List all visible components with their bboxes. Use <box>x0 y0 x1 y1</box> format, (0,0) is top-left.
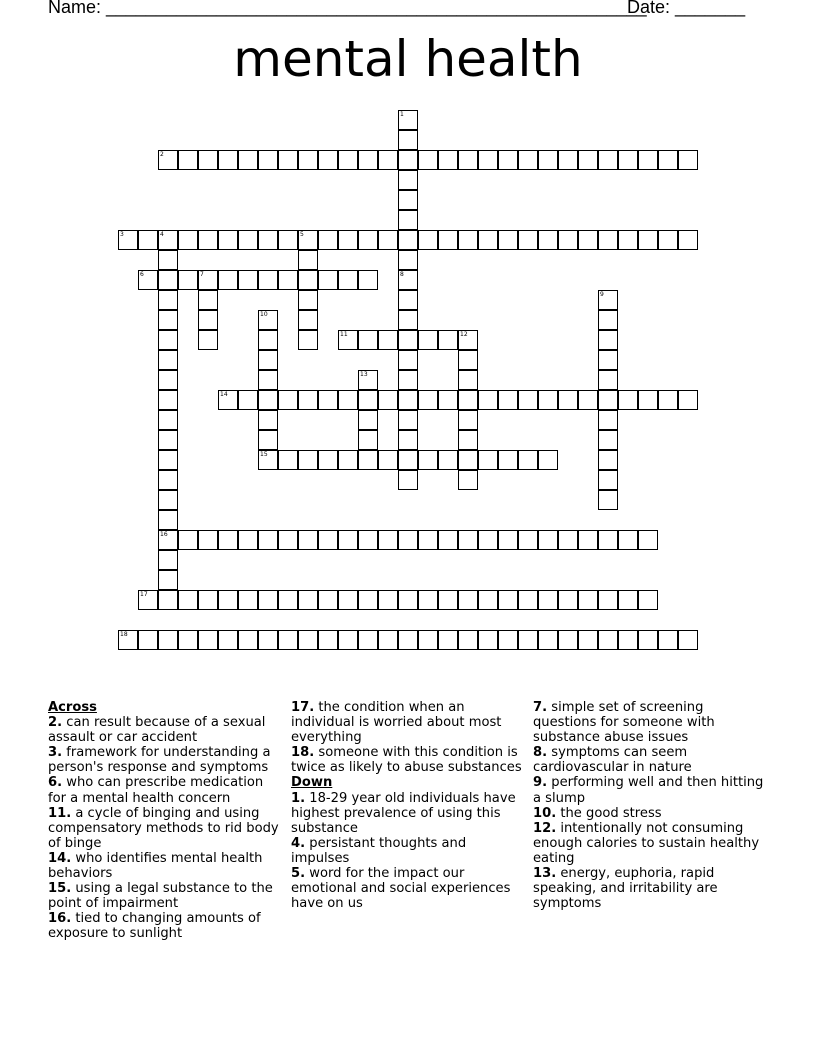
grid-cell[interactable] <box>638 150 658 170</box>
grid-cell[interactable] <box>158 630 178 650</box>
clue-down-12: 12. intentionally not consuming enough calories to sustain healthy eating <box>533 820 760 866</box>
grid-cell[interactable] <box>258 270 278 290</box>
grid-cell[interactable] <box>518 590 538 610</box>
grid-cell[interactable] <box>158 430 178 450</box>
grid-cell[interactable] <box>158 470 178 490</box>
grid-cell[interactable] <box>358 450 378 470</box>
grid-cell[interactable] <box>498 450 518 470</box>
grid-cell[interactable] <box>358 630 378 650</box>
grid-cell[interactable] <box>478 450 498 470</box>
grid-cell[interactable] <box>458 590 478 610</box>
grid-cell[interactable] <box>258 450 278 470</box>
grid-cell[interactable] <box>398 530 418 550</box>
grid-cell[interactable] <box>358 390 378 410</box>
grid-cell[interactable] <box>458 410 478 430</box>
grid-cell[interactable] <box>238 530 258 550</box>
grid-cell[interactable] <box>558 390 578 410</box>
grid-cell[interactable] <box>398 290 418 310</box>
grid-cell[interactable] <box>178 590 198 610</box>
grid-cell[interactable] <box>258 330 278 350</box>
grid-cell[interactable] <box>678 630 698 650</box>
grid-cell[interactable] <box>298 150 318 170</box>
grid-cell[interactable] <box>158 390 178 410</box>
grid-cell[interactable] <box>158 570 178 590</box>
grid-cell[interactable] <box>258 370 278 390</box>
grid-cell[interactable] <box>238 390 258 410</box>
grid-cell[interactable] <box>438 150 458 170</box>
grid-cell[interactable] <box>638 590 658 610</box>
grid-cell[interactable] <box>638 230 658 250</box>
grid-cell[interactable] <box>478 390 498 410</box>
grid-cell[interactable] <box>158 490 178 510</box>
grid-cell[interactable] <box>458 370 478 390</box>
grid-cell[interactable] <box>158 250 178 270</box>
grid-cell[interactable] <box>458 430 478 450</box>
grid-cell[interactable] <box>538 630 558 650</box>
grid-cell[interactable] <box>398 370 418 390</box>
grid-cell[interactable] <box>658 150 678 170</box>
clue-down-8: 8. symptoms can seem cardiovascular in nature <box>533 745 692 776</box>
grid-cell[interactable] <box>118 230 138 250</box>
grid-cell[interactable] <box>338 230 358 250</box>
grid-cell[interactable] <box>338 390 358 410</box>
grid-cell[interactable] <box>158 370 178 390</box>
grid-cell[interactable] <box>278 630 298 650</box>
grid-cell[interactable] <box>458 350 478 370</box>
clue-down-7: 7. simple set of screening questions for someone with substance abuse issues <box>533 700 715 746</box>
grid-cell[interactable] <box>458 530 478 550</box>
grid-cell[interactable] <box>598 330 618 350</box>
grid-cell[interactable] <box>378 330 398 350</box>
grid-cell[interactable] <box>298 590 318 610</box>
clue-down-13: 13. energy, euphoria, rapid speaking, and irritability are symptoms <box>533 866 718 912</box>
grid-cell[interactable] <box>458 150 478 170</box>
clue-down-4: 4. persistant thoughts and impulses <box>291 835 467 866</box>
clue-down-9: 9. performing well and then hitting a slump <box>533 775 764 806</box>
grid-cell[interactable] <box>358 330 378 350</box>
grid-cell[interactable] <box>278 230 298 250</box>
clue-number: 18 <box>120 631 128 638</box>
grid-cell[interactable] <box>398 450 418 470</box>
grid-cell[interactable] <box>458 330 478 350</box>
grid-cell[interactable] <box>218 630 238 650</box>
grid-cell[interactable] <box>618 590 638 610</box>
grid-cell[interactable] <box>418 530 438 550</box>
clue-number: 11 <box>340 331 348 338</box>
grid-cell[interactable] <box>258 530 278 550</box>
clue-number: 2 <box>160 151 164 158</box>
grid-cell[interactable] <box>178 150 198 170</box>
grid-cell[interactable] <box>198 290 218 310</box>
grid-cell[interactable] <box>598 590 618 610</box>
grid-cell[interactable] <box>338 450 358 470</box>
grid-cell[interactable] <box>358 230 378 250</box>
grid-cell[interactable] <box>458 390 478 410</box>
grid-cell[interactable] <box>278 390 298 410</box>
grid-cell[interactable] <box>398 250 418 270</box>
grid-cell[interactable] <box>338 150 358 170</box>
clue-number: 15 <box>260 451 268 458</box>
grid-cell[interactable] <box>598 530 618 550</box>
grid-cell[interactable] <box>558 630 578 650</box>
grid-cell[interactable] <box>238 150 258 170</box>
grid-cell[interactable] <box>578 530 598 550</box>
grid-cell[interactable] <box>158 350 178 370</box>
grid-cell[interactable] <box>598 370 618 390</box>
clue-across-18: 18. someone with this condition is twice as likely to abuse substances <box>291 745 522 776</box>
grid-cell[interactable] <box>398 150 418 170</box>
grid-cell[interactable] <box>438 330 458 350</box>
grid-cell[interactable] <box>518 230 538 250</box>
grid-cell[interactable] <box>398 430 418 450</box>
grid-cell[interactable] <box>618 630 638 650</box>
grid-cell[interactable] <box>378 530 398 550</box>
grid-cell[interactable] <box>298 310 318 330</box>
grid-cell[interactable] <box>138 230 158 250</box>
grid-cell[interactable] <box>118 630 138 650</box>
grid-cell[interactable] <box>398 590 418 610</box>
grid-cell[interactable] <box>458 230 478 250</box>
grid-cell[interactable] <box>598 630 618 650</box>
clue-across-14: 14. who identifies mental health behaviors <box>48 850 263 882</box>
clue-number: 12 <box>460 331 468 338</box>
grid-cell[interactable] <box>158 310 178 330</box>
clue-across-6: 6. who can prescribe medication for a mental health concern <box>48 775 264 806</box>
grid-cell[interactable] <box>218 390 238 410</box>
grid-cell[interactable] <box>398 130 418 150</box>
grid-cell[interactable] <box>198 590 218 610</box>
clue-down-10: 10. the good stress <box>533 805 662 821</box>
grid-cell[interactable] <box>258 390 278 410</box>
grid-cell[interactable] <box>298 250 318 270</box>
grid-cell[interactable] <box>258 350 278 370</box>
grid-cell[interactable] <box>418 330 438 350</box>
grid-cell[interactable] <box>258 230 278 250</box>
grid-cell[interactable] <box>298 530 318 550</box>
grid-cell[interactable] <box>538 590 558 610</box>
grid-cell[interactable] <box>498 630 518 650</box>
clue-number: 14 <box>220 391 228 398</box>
grid-cell[interactable] <box>598 450 618 470</box>
grid-cell[interactable] <box>658 630 678 650</box>
grid-cell[interactable] <box>358 590 378 610</box>
grid-cell[interactable] <box>418 450 438 470</box>
grid-cell[interactable] <box>178 230 198 250</box>
down-heading: Down <box>291 775 333 791</box>
grid-cell[interactable] <box>158 530 178 550</box>
grid-cell[interactable] <box>318 590 338 610</box>
grid-cell[interactable] <box>278 450 298 470</box>
clue-across-17: 17. the condition when an individual is worried about most everything <box>291 700 502 746</box>
clues-column-2 <box>291 700 527 911</box>
clue-number: 13 <box>360 371 368 378</box>
grid-cell[interactable] <box>578 630 598 650</box>
grid-cell[interactable] <box>618 150 638 170</box>
grid-cell[interactable] <box>618 530 638 550</box>
grid-cell[interactable] <box>318 150 338 170</box>
grid-cell[interactable] <box>198 230 218 250</box>
grid-cell[interactable] <box>538 390 558 410</box>
clues-column-1 <box>48 700 284 942</box>
grid-cell[interactable] <box>538 530 558 550</box>
grid-cell[interactable] <box>138 270 158 290</box>
clue-down-1: 1. 18-29 year old individuals have highest prevalence of using this substance <box>291 790 516 836</box>
clue-number: 17 <box>140 591 148 598</box>
grid-cell[interactable] <box>198 270 218 290</box>
grid-cell[interactable] <box>298 450 318 470</box>
clue-across-3: 3. framework for understanding a person's response and symptoms <box>48 745 271 776</box>
grid-cell[interactable] <box>258 630 278 650</box>
grid-cell[interactable] <box>258 410 278 430</box>
grid-cell[interactable] <box>378 390 398 410</box>
grid-cell[interactable] <box>318 390 338 410</box>
grid-cell[interactable] <box>478 630 498 650</box>
grid-cell[interactable] <box>158 230 178 250</box>
grid-cell[interactable] <box>258 430 278 450</box>
clue-number: 3 <box>120 231 124 238</box>
grid-cell[interactable] <box>398 310 418 330</box>
grid-cell[interactable] <box>398 270 418 290</box>
grid-cell[interactable] <box>198 530 218 550</box>
clue-number: 16 <box>160 531 168 538</box>
grid-cell[interactable] <box>618 390 638 410</box>
grid-cell[interactable] <box>638 390 658 410</box>
name-field-label: Name: ______________________________________________________ <box>48 0 647 17</box>
grid-cell[interactable] <box>298 630 318 650</box>
grid-cell[interactable] <box>558 150 578 170</box>
grid-cell[interactable] <box>378 450 398 470</box>
grid-cell[interactable] <box>258 150 278 170</box>
grid-cell[interactable] <box>538 230 558 250</box>
grid-cell[interactable] <box>558 530 578 550</box>
grid-cell[interactable] <box>218 150 238 170</box>
grid-cell[interactable] <box>458 450 478 470</box>
grid-cell[interactable] <box>558 590 578 610</box>
grid-cell[interactable] <box>218 590 238 610</box>
grid-cell[interactable] <box>318 230 338 250</box>
grid-cell[interactable] <box>578 150 598 170</box>
grid-cell[interactable] <box>258 310 278 330</box>
grid-cell[interactable] <box>278 590 298 610</box>
grid-cell[interactable] <box>598 310 618 330</box>
grid-cell[interactable] <box>158 450 178 470</box>
grid-cell[interactable] <box>398 470 418 490</box>
grid-cell[interactable] <box>398 350 418 370</box>
grid-cell[interactable] <box>158 590 178 610</box>
clue-number: 1 <box>400 111 404 118</box>
grid-cell[interactable] <box>338 330 358 350</box>
grid-cell[interactable] <box>398 230 418 250</box>
clue-across-16: 16. tied to changing amounts of exposure to sunlight <box>48 911 261 942</box>
date-field-label: Date: _______ <box>627 0 746 17</box>
grid-cell[interactable] <box>478 230 498 250</box>
grid-cell[interactable] <box>158 150 178 170</box>
grid-cell[interactable] <box>398 170 418 190</box>
grid-cell[interactable] <box>678 150 698 170</box>
grid-cell[interactable] <box>498 230 518 250</box>
grid-cell[interactable] <box>498 590 518 610</box>
grid-cell[interactable] <box>138 630 158 650</box>
grid-cell[interactable] <box>598 490 618 510</box>
grid-cell[interactable] <box>458 470 478 490</box>
grid-cell[interactable] <box>658 230 678 250</box>
grid-cell[interactable] <box>338 270 358 290</box>
grid-cell[interactable] <box>578 390 598 410</box>
grid-cell[interactable] <box>438 590 458 610</box>
grid-cell[interactable] <box>298 390 318 410</box>
grid-cell[interactable] <box>158 270 178 290</box>
grid-cell[interactable] <box>318 450 338 470</box>
grid-cell[interactable] <box>438 390 458 410</box>
grid-cell[interactable] <box>358 530 378 550</box>
grid-cell[interactable] <box>218 530 238 550</box>
grid-cell[interactable] <box>378 230 398 250</box>
grid-cell[interactable] <box>578 230 598 250</box>
grid-cell[interactable] <box>158 510 178 530</box>
grid-cell[interactable] <box>438 450 458 470</box>
grid-cell[interactable] <box>298 230 318 250</box>
grid-cell[interactable] <box>358 370 378 390</box>
grid-cell[interactable] <box>418 390 438 410</box>
clue-number: 6 <box>140 271 144 278</box>
grid-cell[interactable] <box>338 530 358 550</box>
clue-number: 8 <box>400 271 404 278</box>
grid-cell[interactable] <box>458 630 478 650</box>
grid-cell[interactable] <box>398 630 418 650</box>
grid-cell[interactable] <box>338 630 358 650</box>
grid-cell[interactable] <box>238 590 258 610</box>
grid-cell[interactable] <box>358 410 378 430</box>
clue-number: 5 <box>300 231 304 238</box>
grid-cell[interactable] <box>478 150 498 170</box>
grid-cell[interactable] <box>238 230 258 250</box>
grid-cell[interactable] <box>298 330 318 350</box>
grid-cell[interactable] <box>678 390 698 410</box>
grid-cell[interactable] <box>158 410 178 430</box>
clue-number: 7 <box>200 271 204 278</box>
grid-cell[interactable] <box>358 270 378 290</box>
grid-cell[interactable] <box>158 330 178 350</box>
grid-cell[interactable] <box>398 110 418 130</box>
grid-cell[interactable] <box>598 230 618 250</box>
grid-cell[interactable] <box>658 390 678 410</box>
grid-cell[interactable] <box>218 230 238 250</box>
grid-cell[interactable] <box>598 390 618 410</box>
grid-cell[interactable] <box>318 630 338 650</box>
grid-cell[interactable] <box>418 590 438 610</box>
grid-cell[interactable] <box>158 550 178 570</box>
grid-cell[interactable] <box>518 450 538 470</box>
grid-cell[interactable] <box>238 270 258 290</box>
grid-cell[interactable] <box>598 350 618 370</box>
grid-cell[interactable] <box>198 630 218 650</box>
grid-cell[interactable] <box>318 270 338 290</box>
grid-cell[interactable] <box>538 150 558 170</box>
grid-cell[interactable] <box>378 150 398 170</box>
grid-cell[interactable] <box>518 530 538 550</box>
grid-cell[interactable] <box>278 530 298 550</box>
grid-cell[interactable] <box>138 590 158 610</box>
grid-cell[interactable] <box>638 630 658 650</box>
grid-cell[interactable] <box>398 330 418 350</box>
grid-cell[interactable] <box>518 150 538 170</box>
grid-cell[interactable] <box>318 530 338 550</box>
grid-cell[interactable] <box>358 430 378 450</box>
grid-cell[interactable] <box>678 230 698 250</box>
clue-down-5: 5. word for the impact our emotional and social experiences have on us <box>291 866 511 912</box>
across-heading: Across <box>48 700 97 715</box>
grid-cell[interactable] <box>178 530 198 550</box>
grid-cell[interactable] <box>398 410 418 430</box>
grid-cell[interactable] <box>218 270 238 290</box>
grid-cell[interactable] <box>398 190 418 210</box>
grid-cell[interactable] <box>598 290 618 310</box>
grid-cell[interactable] <box>178 630 198 650</box>
grid-cell[interactable] <box>338 590 358 610</box>
clue-across-11: 11. a cycle of binging and using compensatory methods to rid body of binge <box>48 805 279 851</box>
grid-cell[interactable] <box>518 630 538 650</box>
puzzle-title: mental health <box>233 30 583 88</box>
grid-cell[interactable] <box>158 290 178 310</box>
grid-cell[interactable] <box>418 630 438 650</box>
grid-cell[interactable] <box>298 270 318 290</box>
grid-cell[interactable] <box>438 530 458 550</box>
grid-cell[interactable] <box>518 390 538 410</box>
grid-cell[interactable] <box>398 390 418 410</box>
grid-cell[interactable] <box>558 230 578 250</box>
grid-cell[interactable] <box>258 590 278 610</box>
grid-cell[interactable] <box>298 290 318 310</box>
grid-cell[interactable] <box>498 390 518 410</box>
grid-cell[interactable] <box>478 530 498 550</box>
grid-cell[interactable] <box>578 590 598 610</box>
grid-cell[interactable] <box>378 630 398 650</box>
grid-cell[interactable] <box>498 150 518 170</box>
grid-cell[interactable] <box>178 270 198 290</box>
grid-cell[interactable] <box>598 430 618 450</box>
grid-cell[interactable] <box>198 150 218 170</box>
grid-cell[interactable] <box>238 630 258 650</box>
clues-column-3 <box>533 700 769 911</box>
grid-cell[interactable] <box>598 470 618 490</box>
grid-cell[interactable] <box>598 150 618 170</box>
clue-number: 10 <box>260 311 268 318</box>
grid-cell[interactable] <box>198 310 218 330</box>
grid-cell[interactable] <box>418 230 438 250</box>
grid-cell[interactable] <box>278 150 298 170</box>
grid-cell[interactable] <box>498 530 518 550</box>
grid-cell[interactable] <box>638 530 658 550</box>
grid-cell[interactable] <box>538 450 558 470</box>
grid-cell[interactable] <box>418 150 438 170</box>
clue-across-15: 15. using a legal substance to the point of impairment <box>48 881 273 912</box>
grid-cell[interactable] <box>478 590 498 610</box>
clue-across-2: 2. can result because of a sexual assault or car accident <box>48 715 266 746</box>
clue-number: 4 <box>160 231 164 238</box>
grid-cell[interactable] <box>398 210 418 230</box>
grid-cell[interactable] <box>358 150 378 170</box>
grid-cell[interactable] <box>438 230 458 250</box>
grid-cell[interactable] <box>198 330 218 350</box>
grid-cell[interactable] <box>618 230 638 250</box>
grid-cell[interactable] <box>438 630 458 650</box>
grid-cell[interactable] <box>598 410 618 430</box>
grid-cell[interactable] <box>378 590 398 610</box>
clue-number: 9 <box>600 291 604 298</box>
grid-cell[interactable] <box>278 270 298 290</box>
